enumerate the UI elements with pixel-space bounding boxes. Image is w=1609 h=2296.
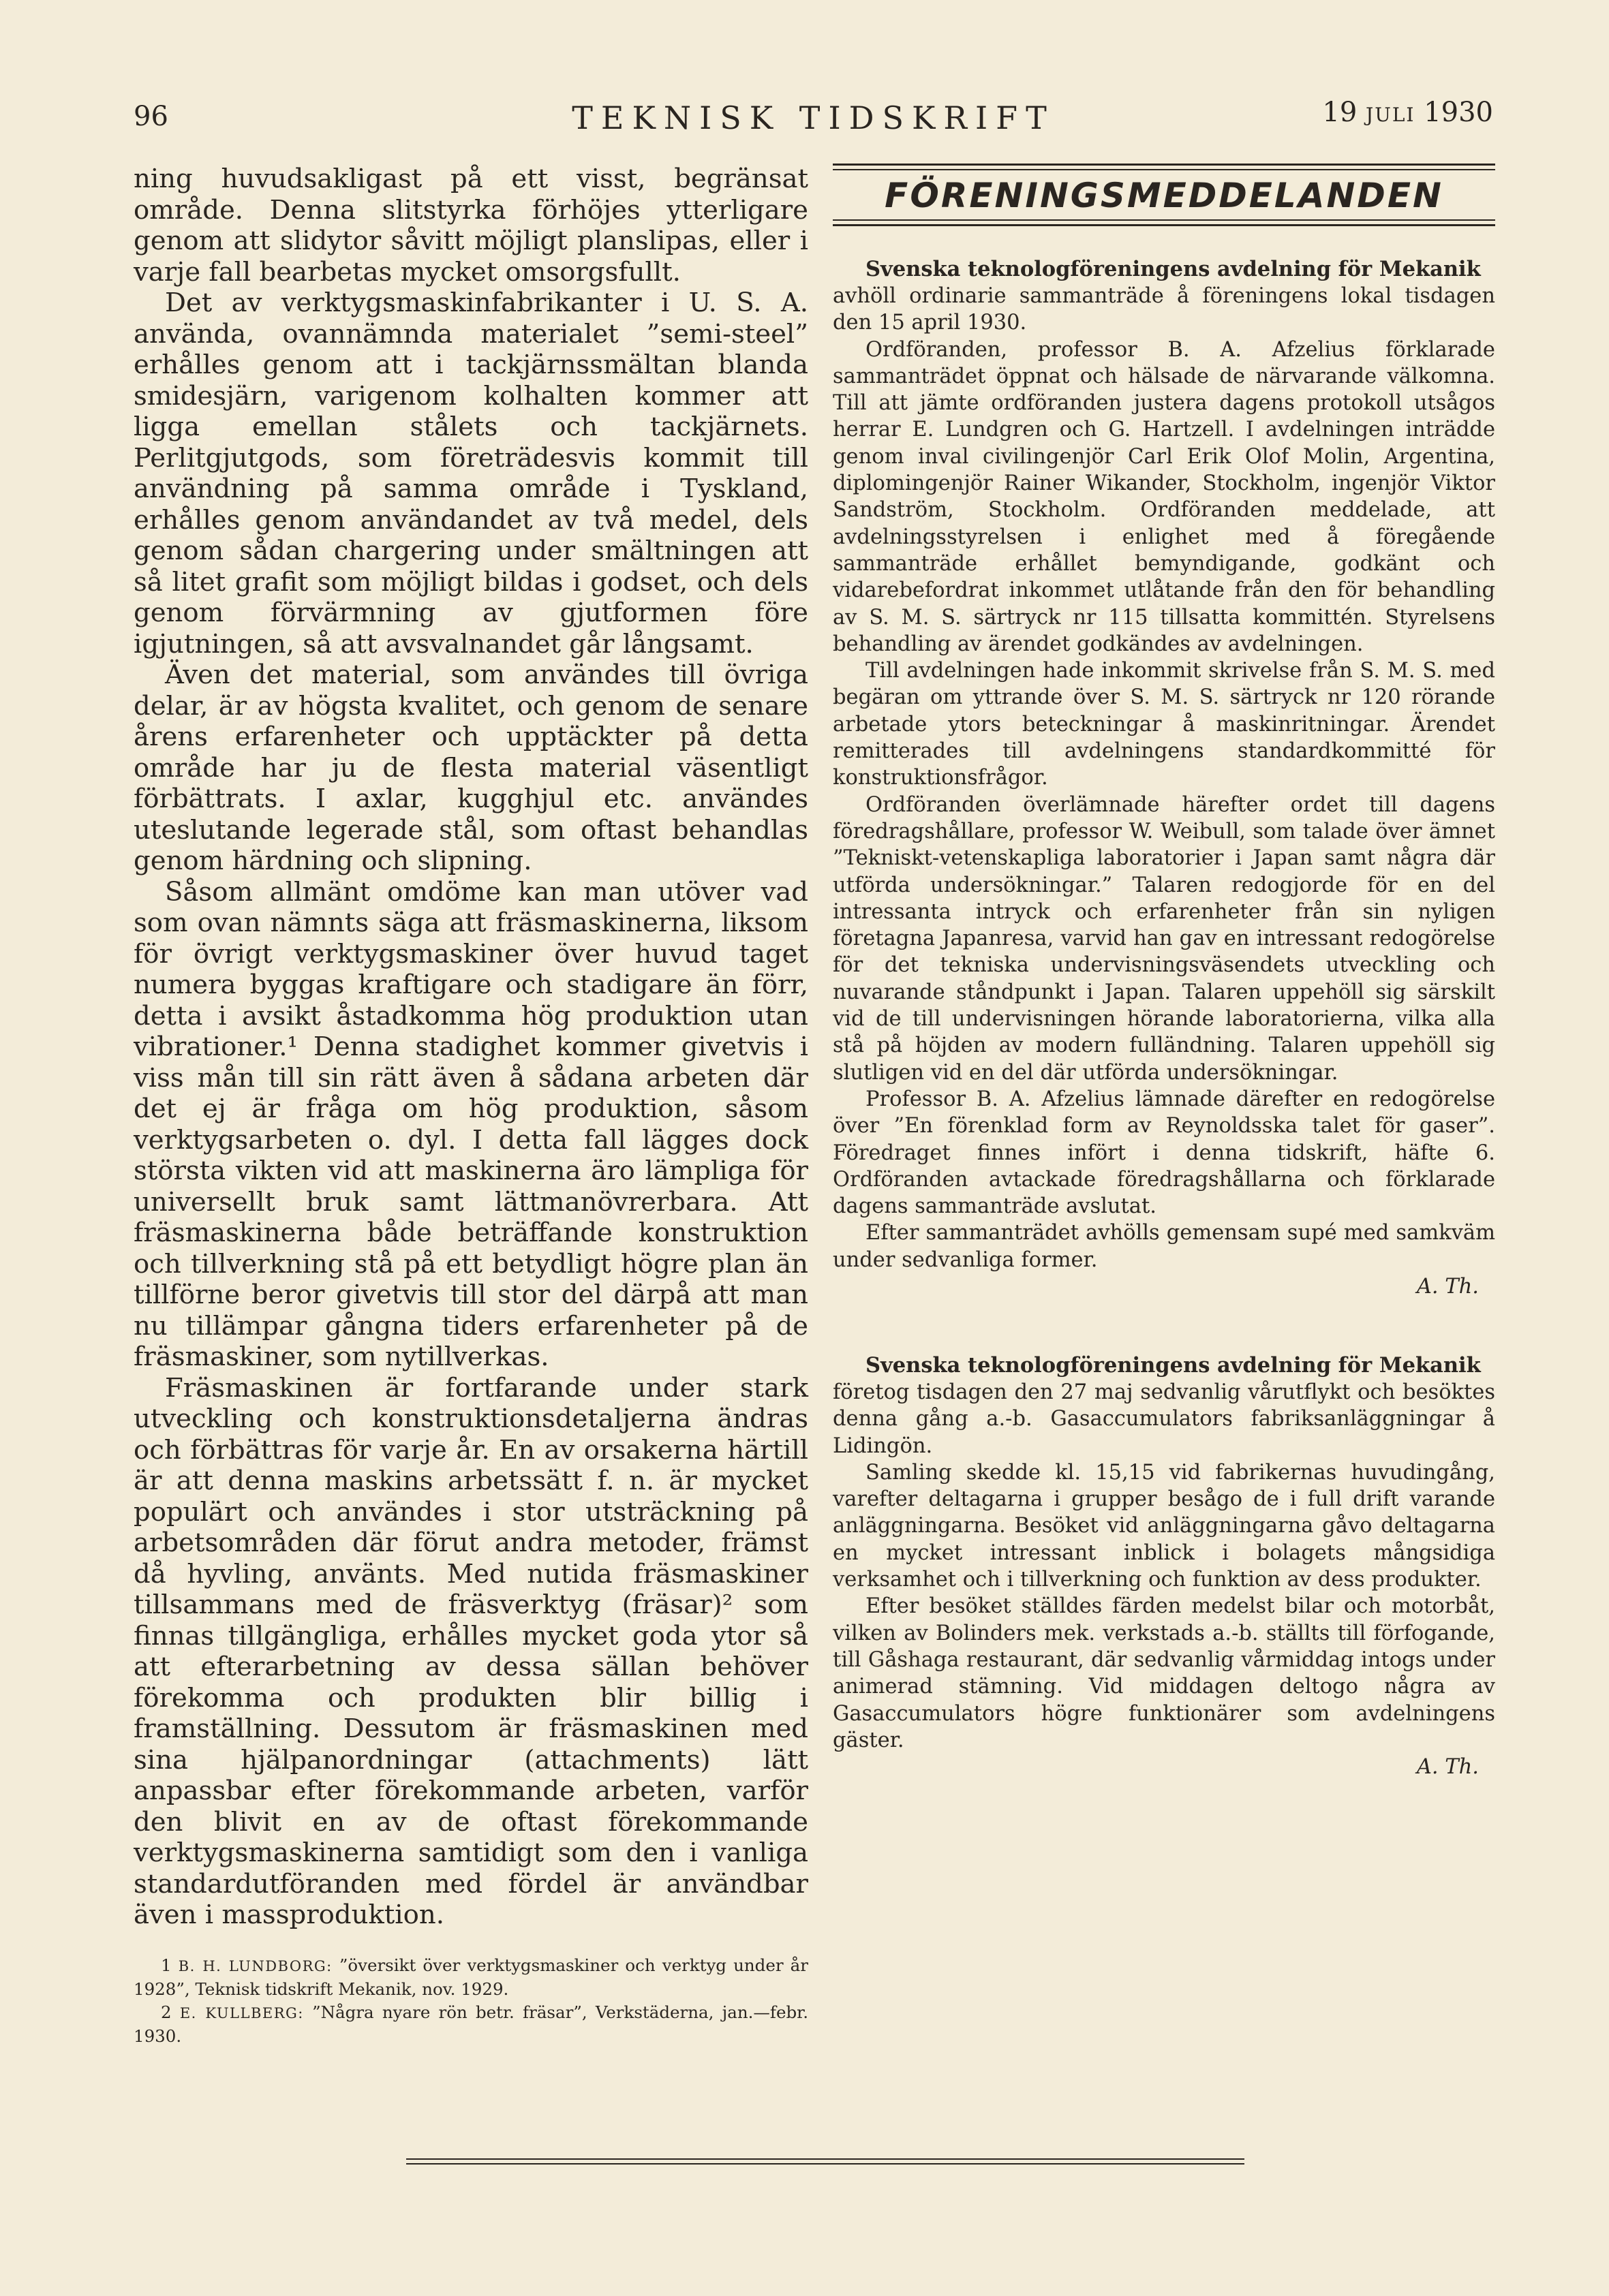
notice-item [833,256,1495,1301]
notice-paragraph: Professor B. A. Afzelius lämnade därefter en redogörelse över ”En förenklad form av Reynoldsska talet för gaser”. Föredraget finnes infört i denna tidskrift, häfte 6. Ordföranden avtackade föredragshållarna och förklarade dagens sammanträde avslutat. [833,1087,1495,1219]
footnote [134,2001,808,2048]
footnote-mark: 2 [161,2002,172,2022]
notice-paragraph: Till avdelningen hade inkommit skrivelse från S. M. S. med begäran om yttrande över S. M. S. särtryck nr 120 rörande arbetade ytors beteckningar å maskinritningar. Ärendet remitterades till avdelningens standardkommitté för konstruktionsfrågor. [833,659,1495,790]
journal-title: TEKNISK TIDSKRIFT [572,99,1055,136]
issue-date-day: 19 [1322,97,1358,128]
notice-paragraph: Efter besöket ställdes färden medelst bilar och motorbåt, vilken av Bolinders mek. verkstads a.-b. ställts till förfogande, till Gåshaga restaurant, där sedvanlig vårmiddag intogs under animerad stämning. Vid middagen deltogo några av Gasaccumulators högre funktionärer som avdelningens gäster. [833,1594,1495,1752]
notice-heading: Svenska teknologföreningens avdelning för Mekanik [865,1352,1481,1378]
item-spacer [833,1301,1495,1352]
footnote-text: ”Några nyare rön betr. fräsar”, Verkstäderna, jan.—febr. 1930. [134,2002,808,2046]
page-end-rule-line [406,2163,1244,2165]
notice-lead: företog tisdagen den 27 maj sedvanlig vårutflykt och besöktes denna gång a.-b. Gasaccumulators fabriksanläggningar å Lidingön. [833,1380,1495,1458]
body-paragraph: Det av verktygsmaskinfabrikanter i U. S. A. använda, ovannämnda materialet ”semi-steel” erhålles genom att i tackjärnssmältan blanda smidesjärn, varigenom kolhalten kommer att ligga emellan stålets och tackjärnets. Perlitgjutgods, som företrädesvis kommit till användning på samma område i Tyskland, erhålles genom användandet av två medel, dels genom sådan chargering under smältningen att så litet grafit som möjligt bildas i godset, och dels genom förvärmning av gjutformen före igjutningen, så att avsvalnandet går långsamt. [134,288,808,660]
body-paragraph: Även det material, som användes till övriga delar, är av högsta kvalitet, och genom de senare årens erfarenheter och upptäckter på detta område har ju de flesta material väsentligt förbättrats. I axlar, kugghjul etc. användes uteslutande legerade stål, som oftast behandlas genom härdning och slipning. [134,660,808,876]
notice-paragraph: Ordföranden överlämnade härefter ordet till dagens föredragshållare, professor W. Weibull, som talade över ämnet ”Tekniskt-vetenskapliga laboratorier i Japan samt några där utförda undersökningar.” Talaren redogjorde för en del intressanta intryck och erfarenheter från sin nyligen företagna Japanresa, varvid han gav en intressant redogörelse för det tekniska undervisningsväsendets utveckling och nuvarande ståndpunkt i Japan. Talaren uppehöll sig särskilt vid de till undervisningen hörande laboratorierna, vilka alla stå på höjden av modern fulländning. Talaren uppehöll sig slutligen vid en del där utförda undersökningar. [833,792,1495,1085]
footnote-author: B. H. LUNDBORG: [178,1957,333,1974]
issue-date-month: JULI [1366,104,1415,126]
footnote-text: ”översikt över verktygsmaskiner och verktyg under år 1928”, Teknisk tidskrift Mekanik, nov. 1929. [134,1955,808,1999]
footnote-author: E. KULLBERG: [179,2004,304,2021]
page-end-rule-line [406,2158,1244,2160]
section-title: FÖRENINGSMEDDELANDEN [885,176,1443,215]
notice-item [833,1352,1495,1781]
issue-date-year: 1930 [1424,97,1493,128]
body-paragraph: Såsom allmänt omdöme kan man utöver vad som ovan nämnts säga att fräsmaskinerna, liksom för övrigt verktygsmaskiner över huvud taget numera byggas kraftigare och stadigare än förr, detta i avsikt åstadkomma hög produktion utan vibrationer.¹ Denna stadighet kommer givetvis i viss mån till sin rätt även å sådana arbeten där det ej är fråga om hög produktion, såsom verktygsarbeten o. dyl. I detta fall lägges dock största vikten vid att maskinerna äro lämpliga för universellt bruk samt lättmanövrerbara. Att fräsmaskinerna både beträffande konstruktion och tillverkning stå på ett betydligt högre plan än tillförne beror givetvis till stor del därpå att man nu tillämpar gångna tiders erfarenheter på de fräsmaskiner, som nytillverkas. [134,876,808,1372]
footnote [134,1954,808,2001]
footnotes [134,1954,808,2048]
body-paragraph: ning huvudsakligast på ett visst, begränsat område. Denna slitstyrka förhöjes ytterligare genom att slidytor såvitt möjligt planslipas, eller i varje fall bearbetas mycket omsorgsfullt. [134,164,808,288]
footnote-mark: 1 [161,1955,172,1975]
notice-paragraph: Efter sammanträdet avhölls gemensam supé med samkväm under sedvanliga former. [833,1221,1495,1272]
body-paragraph: Fräsmaskinen är fortfarande under stark utveckling och konstruktionsdetaljerna ändras och förbättras för varje år. En av orsakerna härtill är att denna maskins arbetssätt f. n. är mycket populärt och användes i stor utsträckning på arbetsområden där förut andra metoder, främst då hyvling, använts. Med nutida fräsmaskiner tillsammans med de fräsverktyg (fräsar)² som finnas tillgängliga, erhålles mycket goda ytor så att efterarbetning av dessa sällan behöver förekomma och produkten blir billig i framställning. Dessutom är fräsmaskinen med sina hjälpanordningar (attachments) lätt anpassbar efter förekommande arbeten, varför den blivit en av de oftast förekommande verktygsmaskinerna samtidigt som den i vanliga standardutföranden med fördel är användbar även i massproduktion. [134,1372,808,1930]
notice-lead: avhöll ordinarie sammanträde å föreningens lokal tisdagen den 15 april 1930. [833,284,1495,335]
issue-date [1322,97,1493,128]
notice-paragraph: Ordföranden, professor B. A. Afzelius förklarade sammanträdet öppnat och hälsade de närvarande välkomna. Till att jämte ordföranden justera dagens protokoll utsågos herrar E. Lundgren och G. Hartzell. I avdelningen inträdde genom inval civilingenjör Carl Erik Olof Molin, Argentina, diplomingenjör Rainer Wikander, Stockholm, ingenjör Viktor Sandström, Stockholm. Ordföranden meddelade, att avdelningsstyrelsen i enlighet med å föregående sammanträde erhållet bemyndigande, godkänt och vidarebefordrat inkommet utlåtande från den för behandling av S. M. S. särtryck nr 115 tillsatta kommittén. Styrelsens behandling av ärendet godkändes av avdelningen. [833,337,1495,656]
notice-paragraph: Samling skedde kl. 15,15 vid fabrikernas huvudingång, varefter deltagarna i grupper besågo de i full drift varande anläggningarna. Besöket vid anläggningarna gåvo deltagarna en mycket intressant inblick i bolagets mångsidiga verksamhet och i tillverkning och funktion av dess produkter. [833,1460,1495,1592]
signature: A. Th. [1416,1755,1479,1780]
section-rule-top [833,164,1495,166]
section-rule-bottom [833,224,1495,226]
page-end-rule [406,2158,1244,2165]
section-rule-bottom-inner [833,219,1495,221]
left-column [134,164,808,2048]
page-number: 96 [134,101,168,132]
running-header [134,94,1493,142]
notice-heading: Svenska teknologföreningens avdelning för Mekanik [865,257,1481,281]
right-column [833,164,1495,1781]
signature: A. Th. [1416,1274,1479,1299]
